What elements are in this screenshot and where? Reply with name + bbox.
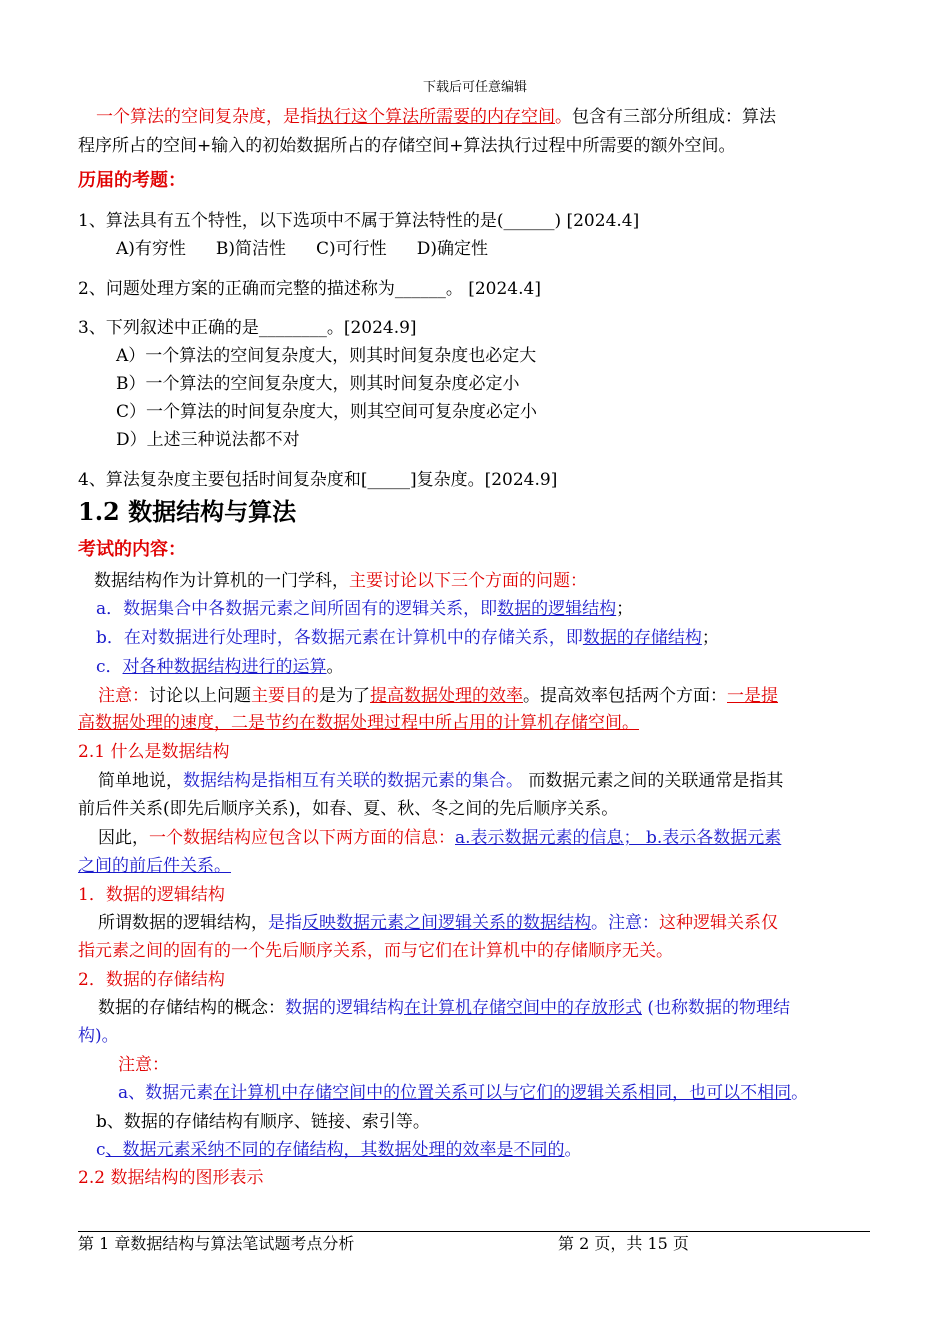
note-label: 注意：	[98, 686, 149, 706]
storage-c-underlined: 、数据元素采纳不同的存储结构，其数据处理的效率是不同的	[105, 1140, 565, 1160]
note-text: 讨论以上问题	[149, 686, 251, 706]
question-1: 1、算法具有五个特性，以下选项中不属于算法特性的是(______) [2024.4]	[78, 211, 640, 231]
s21-info-items: a.表示数据元素的信息； b.表示各数据元素	[455, 828, 782, 848]
exams-heading: 历届的考题：	[78, 170, 186, 191]
topics-intro-red: 主要讨论以下三个方面的问题：	[349, 571, 587, 591]
storage-note-a	[118, 1082, 808, 1104]
intro-period: 。	[555, 107, 572, 127]
q1-option-c: C)可行性	[316, 239, 387, 259]
question-2: 2、问题处理方案的正确而完整的描述称为______。 [2024.4]	[78, 279, 541, 299]
question-3: 3、下列叙述中正确的是________。[2024.9]	[78, 318, 417, 338]
q1-option-a: A)有穷性	[116, 239, 186, 259]
storage-form: 在计算机存储空间中的存放形式	[404, 998, 642, 1018]
topic-b-end: ；	[701, 628, 719, 648]
storage-line-2: 构)。	[78, 1026, 119, 1046]
logic-text: 所谓数据的逻辑结构，	[98, 913, 268, 933]
s21-therefore: 因此，	[98, 828, 149, 848]
s21-line-2: 前后件关系(即先后顺序关系)，如春、夏、秋、冬之间的先后顺序关系。	[78, 799, 619, 819]
topic-a-text: a．数据集合中各数据元素之间所固有的逻辑关系，即	[96, 599, 498, 619]
s21-line-1	[98, 770, 783, 792]
question-4: 4、算法复杂度主要包括时间复杂度和[_____]复杂度。[2024.9]	[78, 470, 558, 490]
note-line-2: 高数据处理的速度，二是节约在数据处理过程中所占用的计算机存储空间。	[78, 713, 639, 733]
storage-note-b: b、数据的存储结构有顺序、链接、索引等。	[96, 1112, 430, 1132]
s21-line-3	[98, 827, 781, 849]
note-text-3: 。提高效率包括两个方面：	[523, 686, 727, 706]
storage-a-text: a、数据元素	[118, 1083, 214, 1103]
storage-physical: (也称数据的物理结	[642, 998, 791, 1018]
note-text-2: 是为了	[319, 686, 370, 706]
storage-a-end: 。	[791, 1083, 809, 1103]
storage-c-end: 。	[564, 1140, 582, 1160]
s21-definition: 数据结构是指相互有关联的数据元素的集合。	[183, 771, 523, 791]
section-title: 1.2 数据结构与算法	[78, 497, 297, 526]
logic-is: 是指	[268, 913, 302, 933]
logic-note: 。注意：	[591, 913, 659, 933]
storage-concept: 数据的存储结构的概念：	[98, 998, 285, 1018]
q1-option-b: B)简洁性	[215, 239, 287, 259]
note-line-1	[98, 685, 778, 707]
content-heading: 考试的内容：	[78, 539, 186, 560]
footer-divider	[78, 1231, 870, 1232]
intro-line-2: 程序所占的空间+输入的初始数据所占的存储空间+算法执行过程中所需要的额外空间。	[78, 136, 736, 156]
question-1-options	[116, 238, 518, 260]
topics-intro-text: 数据结构作为计算机的一门学科，	[94, 571, 349, 591]
storage-logical: 数据的逻辑结构	[285, 998, 404, 1018]
topic-b-text: b．在对数据进行处理时，各数据元素在计算机中的存储关系，即	[96, 628, 583, 648]
topic-a	[96, 598, 633, 620]
section-2-2-title: 2.2 数据结构的图形表示	[78, 1168, 264, 1188]
footer-page-number: 第 2 页，共 15 页	[558, 1234, 689, 1253]
topic-b-storage-structure: 数据的存储结构	[582, 628, 702, 648]
q3-option-a: A）一个算法的空间复杂度大，则其时间复杂度也必定大	[116, 346, 537, 366]
topic-a-logical-structure: 数据的逻辑结构	[497, 599, 617, 619]
topic-c-operations: 对各种数据结构进行的运算	[122, 657, 327, 677]
storage-a-underlined: 在计算机中存储空间中的位置关系可以与它们的逻辑关系相同，也可以不相同	[213, 1083, 792, 1103]
logic-line-2: 指元素之间的固有的一个先后顺序关系，而与它们在计算机中的存储顺序无关。	[78, 941, 673, 961]
storage-note-c	[96, 1139, 582, 1161]
q1-option-d: D)确定性	[416, 239, 488, 259]
storage-title: 2．数据的存储结构	[78, 970, 225, 990]
intro-text: 包含有三部分所组成：算法	[572, 107, 776, 127]
topics-intro	[94, 570, 587, 592]
q3-option-c: C）一个算法的时间复杂度大，则其空间可复杂度必定小	[116, 402, 538, 422]
topic-c-text: c．	[96, 657, 123, 677]
s21-text: 简单地说，	[98, 771, 183, 791]
note-efficiency: 提高数据处理的效率	[370, 686, 523, 706]
q3-option-b: B）一个算法的空间复杂度大，则其时间复杂度必定小	[116, 374, 520, 394]
topic-c	[96, 656, 344, 678]
s21-line-4: 之间的前后件关系。	[78, 856, 231, 876]
intro-line-1	[78, 106, 776, 128]
s21-text-2: 而数据元素之间的关联通常是指其	[523, 771, 784, 791]
storage-c-text: c	[96, 1140, 106, 1160]
topic-b	[96, 627, 719, 649]
q3-option-d: D）上述三种说法都不对	[116, 430, 300, 450]
storage-note-label: 注意：	[118, 1055, 169, 1075]
storage-line-1	[98, 997, 790, 1019]
footer-chapter: 第 1 章数据结构与算法笔试题考点分析	[78, 1234, 355, 1253]
intro-text-red: 一个算法的空间复杂度，是指	[96, 107, 317, 127]
note-main-purpose: 主要目的	[251, 686, 319, 706]
section-2-1-title: 2.1 什么是数据结构	[78, 742, 230, 762]
page-header: 下载后可任意编辑	[422, 80, 527, 95]
logic-title: 1．数据的逻辑结构	[78, 885, 225, 905]
topic-c-end: 。	[326, 657, 344, 677]
topic-a-end: ；	[616, 599, 634, 619]
s21-info-red: 一个数据结构应包含以下两方面的信息：	[149, 828, 455, 848]
logic-definition: 反映数据元素之间逻辑关系的数据结构	[302, 913, 591, 933]
intro-memory-space: 执行这个算法所需要的内存空间	[317, 107, 555, 127]
logic-line-1	[98, 912, 778, 934]
logic-relation-red: 这种逻辑关系仅	[659, 913, 778, 933]
note-aspect-start: 一是提	[727, 686, 778, 706]
